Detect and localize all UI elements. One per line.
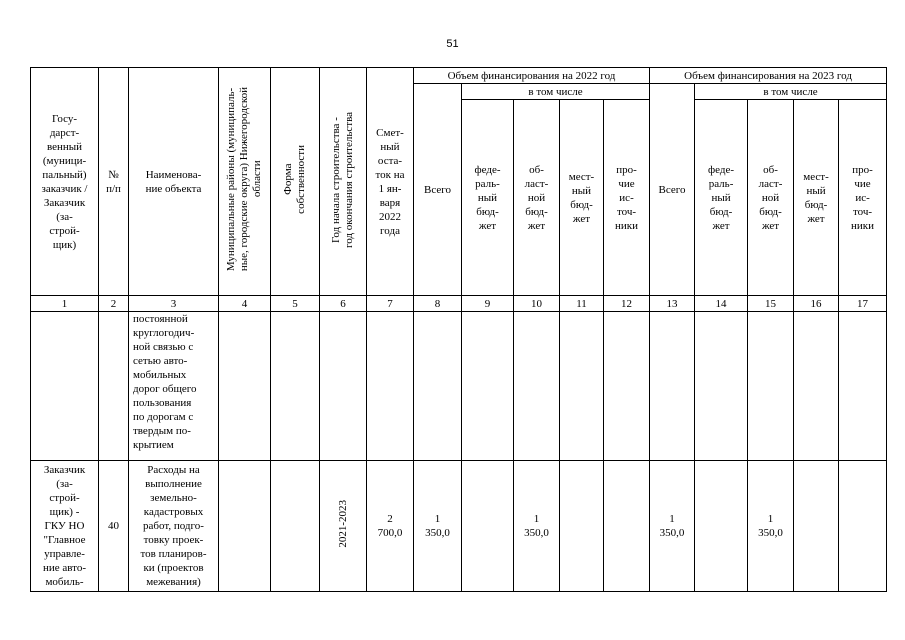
regional-2022-cell: 1 350,0 xyxy=(514,461,560,592)
column-number: 14 xyxy=(695,296,748,312)
balance-cell: 2 700,0 xyxy=(367,461,414,592)
years-cell: 2021-2023 xyxy=(320,461,367,592)
header-years: Год начала строительства - год окончания строительства xyxy=(320,68,367,296)
federal-2022-cell xyxy=(462,312,514,461)
total-2023-cell: 1 350,0 xyxy=(650,461,695,592)
regional-2023-cell: 1 350,0 xyxy=(748,461,794,592)
header-including-2022: в том числе xyxy=(462,84,650,100)
table-row xyxy=(31,312,887,461)
total-2022-cell: 1 350,0 xyxy=(414,461,462,592)
column-number: 6 xyxy=(320,296,367,312)
local-2023-cell xyxy=(794,461,839,592)
column-number: 13 xyxy=(650,296,695,312)
column-number: 17 xyxy=(839,296,887,312)
local-2023-cell xyxy=(794,312,839,461)
header-local-2022: мест- ный бюд- жет xyxy=(560,100,604,296)
other-2023-cell xyxy=(839,312,887,461)
number-cell xyxy=(99,312,129,461)
column-number: 4 xyxy=(219,296,271,312)
other-2022-cell xyxy=(604,461,650,592)
header-regional-2023: об- ласт- ной бюд- жет xyxy=(748,100,794,296)
column-number: 11 xyxy=(560,296,604,312)
district-cell xyxy=(219,312,271,461)
header-object-name: Наименова- ние объекта xyxy=(129,68,219,296)
header-financing-2023: Объем финансирования на 2023 год xyxy=(650,68,887,84)
federal-2023-cell xyxy=(695,312,748,461)
customer-cell: Заказчик (за- строй- щик) - ГКУ НО "Главное управле- ние авто- мобиль- xyxy=(31,461,99,592)
column-number: 3 xyxy=(129,296,219,312)
federal-2022-cell xyxy=(462,461,514,592)
column-number: 7 xyxy=(367,296,414,312)
column-number: 12 xyxy=(604,296,650,312)
local-2022-cell xyxy=(560,312,604,461)
header-regional-2022: об- ласт- ной бюд- жет xyxy=(514,100,560,296)
column-number: 9 xyxy=(462,296,514,312)
header-customer: Госу- дарст- венный (муници- пальный) заказчик / Заказчик (за- строй- щик) xyxy=(31,68,99,296)
header-financing-2022: Объем финансирования на 2022 год xyxy=(414,68,650,84)
header-local-2023: мест- ный бюд- жет xyxy=(794,100,839,296)
regional-2022-cell xyxy=(514,312,560,461)
page-number: 51 xyxy=(446,38,459,50)
header-other-2023: про- чие ис- точ- ники xyxy=(839,100,887,296)
other-2023-cell xyxy=(839,461,887,592)
header-including-2023: в том числе xyxy=(695,84,887,100)
header-other-2022: про- чие ис- точ- ники xyxy=(604,100,650,296)
header-federal-2023: феде- раль- ный бюд- жет xyxy=(695,100,748,296)
object-name-cell: постоянной круглогодич- ной связью с сетью авто- мобильных дорог общего пользования по дорогам с твердым по- крытием xyxy=(129,312,219,461)
federal-2023-cell xyxy=(695,461,748,592)
column-number: 10 xyxy=(514,296,560,312)
ownership-cell xyxy=(271,461,320,592)
header-federal-2022: феде- раль- ный бюд- жет xyxy=(462,100,514,296)
header-number: № п/п xyxy=(99,68,129,296)
column-number: 5 xyxy=(271,296,320,312)
regional-2023-cell xyxy=(748,312,794,461)
column-number: 1 xyxy=(31,296,99,312)
header-estimated-balance: Смет- ный оста- ток на 1 ян- варя 2022 года xyxy=(367,68,414,296)
years-cell xyxy=(320,312,367,461)
header-total-2023: Всего xyxy=(650,84,695,296)
district-cell xyxy=(219,461,271,592)
customer-cell xyxy=(31,312,99,461)
column-number: 8 xyxy=(414,296,462,312)
table-row xyxy=(31,461,887,592)
financing-table xyxy=(30,67,887,592)
header-districts: Муниципальные районы (муниципаль- ные, городские округа) Нижегородской области xyxy=(219,68,271,296)
other-2022-cell xyxy=(604,312,650,461)
total-2023-cell xyxy=(650,312,695,461)
header-total-2022: Всего xyxy=(414,84,462,296)
column-number: 16 xyxy=(794,296,839,312)
ownership-cell xyxy=(271,312,320,461)
column-number: 15 xyxy=(748,296,794,312)
header-ownership: Форма собственности xyxy=(271,68,320,296)
local-2022-cell xyxy=(560,461,604,592)
balance-cell xyxy=(367,312,414,461)
total-2022-cell xyxy=(414,312,462,461)
column-number: 2 xyxy=(99,296,129,312)
column-number-row xyxy=(31,296,887,312)
number-cell: 40 xyxy=(99,461,129,592)
object-name-cell: Расходы на выполнение земельно- кадастровых работ, подго- товку проек- тов планиров- ки (проектов межевания) xyxy=(129,461,219,592)
